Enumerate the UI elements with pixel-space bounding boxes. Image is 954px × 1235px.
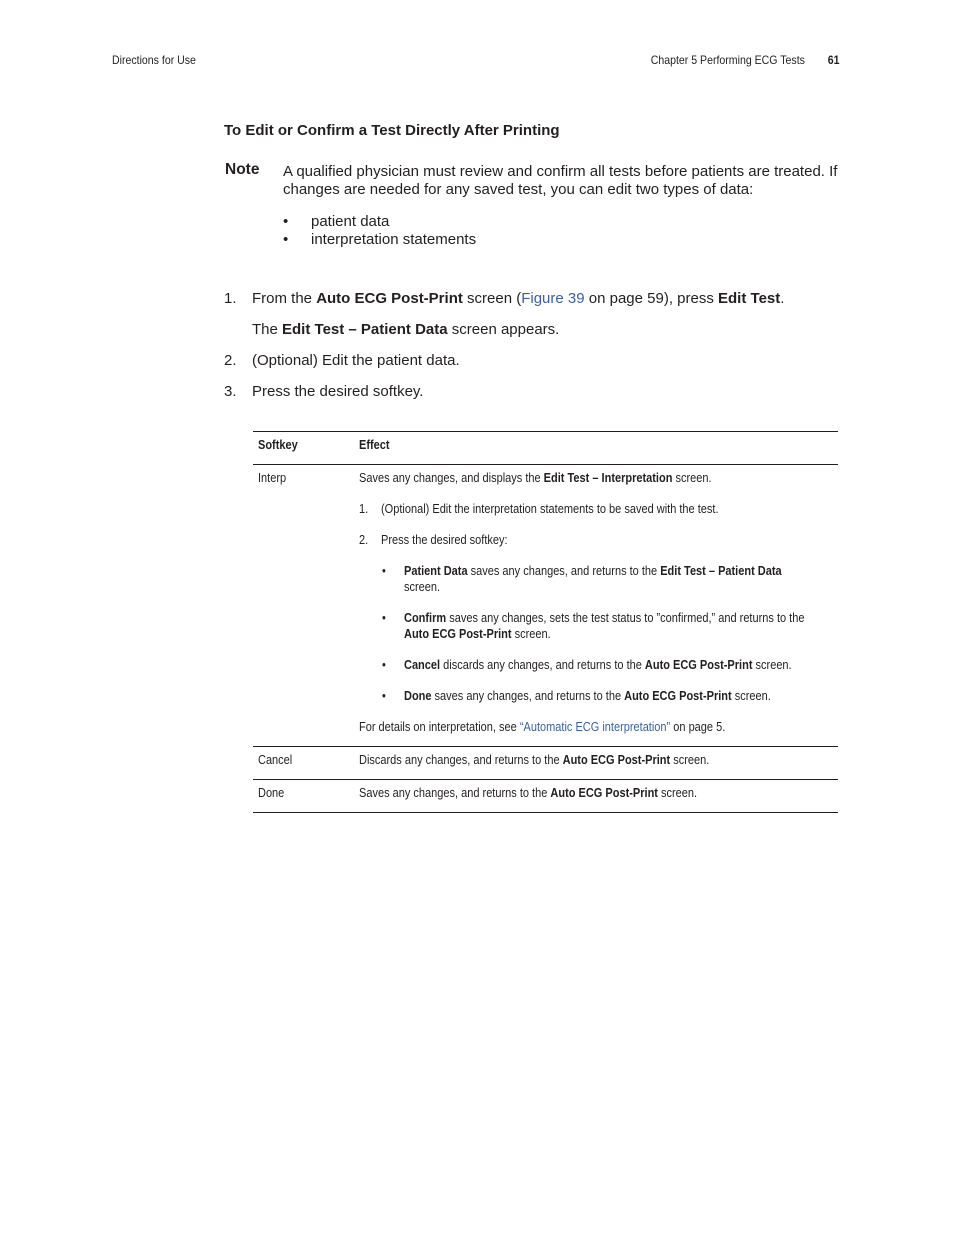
bullet-marker: • xyxy=(382,689,386,703)
softkey-cancel: Cancel xyxy=(258,753,293,767)
note-bullet-list xyxy=(283,213,476,249)
softkey-option-done: Done saves any changes, and returns to the Auto ECG Post-Print screen. xyxy=(404,689,771,703)
note-bullet: • interpretation statements xyxy=(283,231,476,249)
softkey-interp: Interp xyxy=(258,471,287,485)
step-number: 3. xyxy=(224,383,237,400)
running-header-right xyxy=(651,53,840,67)
interp-substep-number: 2. xyxy=(359,533,369,547)
chapter-title: Chapter 5 Performing ECG Tests xyxy=(651,53,806,67)
table-header-rule xyxy=(253,464,838,465)
step-number: 2. xyxy=(224,352,237,369)
softkey-option-patient-data: Patient Data saves any changes, and returns to the Edit Test – Patient Data screen. xyxy=(404,564,782,594)
note-bullet: • patient data xyxy=(283,213,476,231)
bullet-marker: • xyxy=(382,611,386,625)
interp-substep-text: Press the desired softkey: xyxy=(381,533,508,547)
page-number: 61 xyxy=(828,53,840,67)
interp-details: For details on interpretation, see “Automatic ECG interpretation” on page 5. xyxy=(359,720,726,734)
interp-effect: Saves any changes, and displays the Edit Test – Interpretation screen. xyxy=(359,471,712,485)
table-top-rule xyxy=(253,431,838,432)
table-row-rule xyxy=(253,746,838,747)
figure-39-link[interactable]: Figure 39 xyxy=(521,290,585,307)
step-text: From the Auto ECG Post-Print screen (Figure 39 on page 59), press Edit Test. xyxy=(252,290,785,307)
step-text: (Optional) Edit the patient data. xyxy=(252,352,460,369)
section-title: To Edit or Confirm a Test Directly After Printing xyxy=(224,122,560,139)
note-label: Note xyxy=(225,161,260,178)
interp-substep-number: 1. xyxy=(359,502,369,516)
softkey-option-confirm: Confirm saves any changes, sets the test status to ”confirmed,” and returns to the Auto ECG Post-Print screen. xyxy=(404,611,805,641)
note-text: A qualified physician must review and confirm all tests before patients are treated. If changes are needed for any saved test, you can edit two types of data: xyxy=(283,163,838,198)
cancel-effect: Discards any changes, and returns to the Auto ECG Post-Print screen. xyxy=(359,753,710,767)
column-header-softkey: Softkey xyxy=(258,438,298,452)
automatic-ecg-interpretation-link[interactable]: “Automatic ECG interpretation” xyxy=(519,720,671,734)
table-bottom-rule xyxy=(253,812,838,813)
interp-substep-text: (Optional) Edit the interpretation statements to be saved with the test. xyxy=(381,502,719,516)
bullet-marker: • xyxy=(382,564,386,578)
softkey-option-cancel: Cancel discards any changes, and returns to the Auto ECG Post-Print screen. xyxy=(404,658,792,672)
step-text: Press the desired softkey. xyxy=(252,383,424,400)
column-header-effect: Effect xyxy=(359,438,390,452)
table-row-rule xyxy=(253,779,838,780)
done-effect: Saves any changes, and returns to the Auto ECG Post-Print screen. xyxy=(359,786,698,800)
softkey-done: Done xyxy=(258,786,285,800)
running-header-left: Directions for Use xyxy=(112,53,196,67)
bullet-marker: • xyxy=(382,658,386,672)
step-number: 1. xyxy=(224,290,237,307)
step-result-text: The Edit Test – Patient Data screen appears. xyxy=(252,321,560,338)
